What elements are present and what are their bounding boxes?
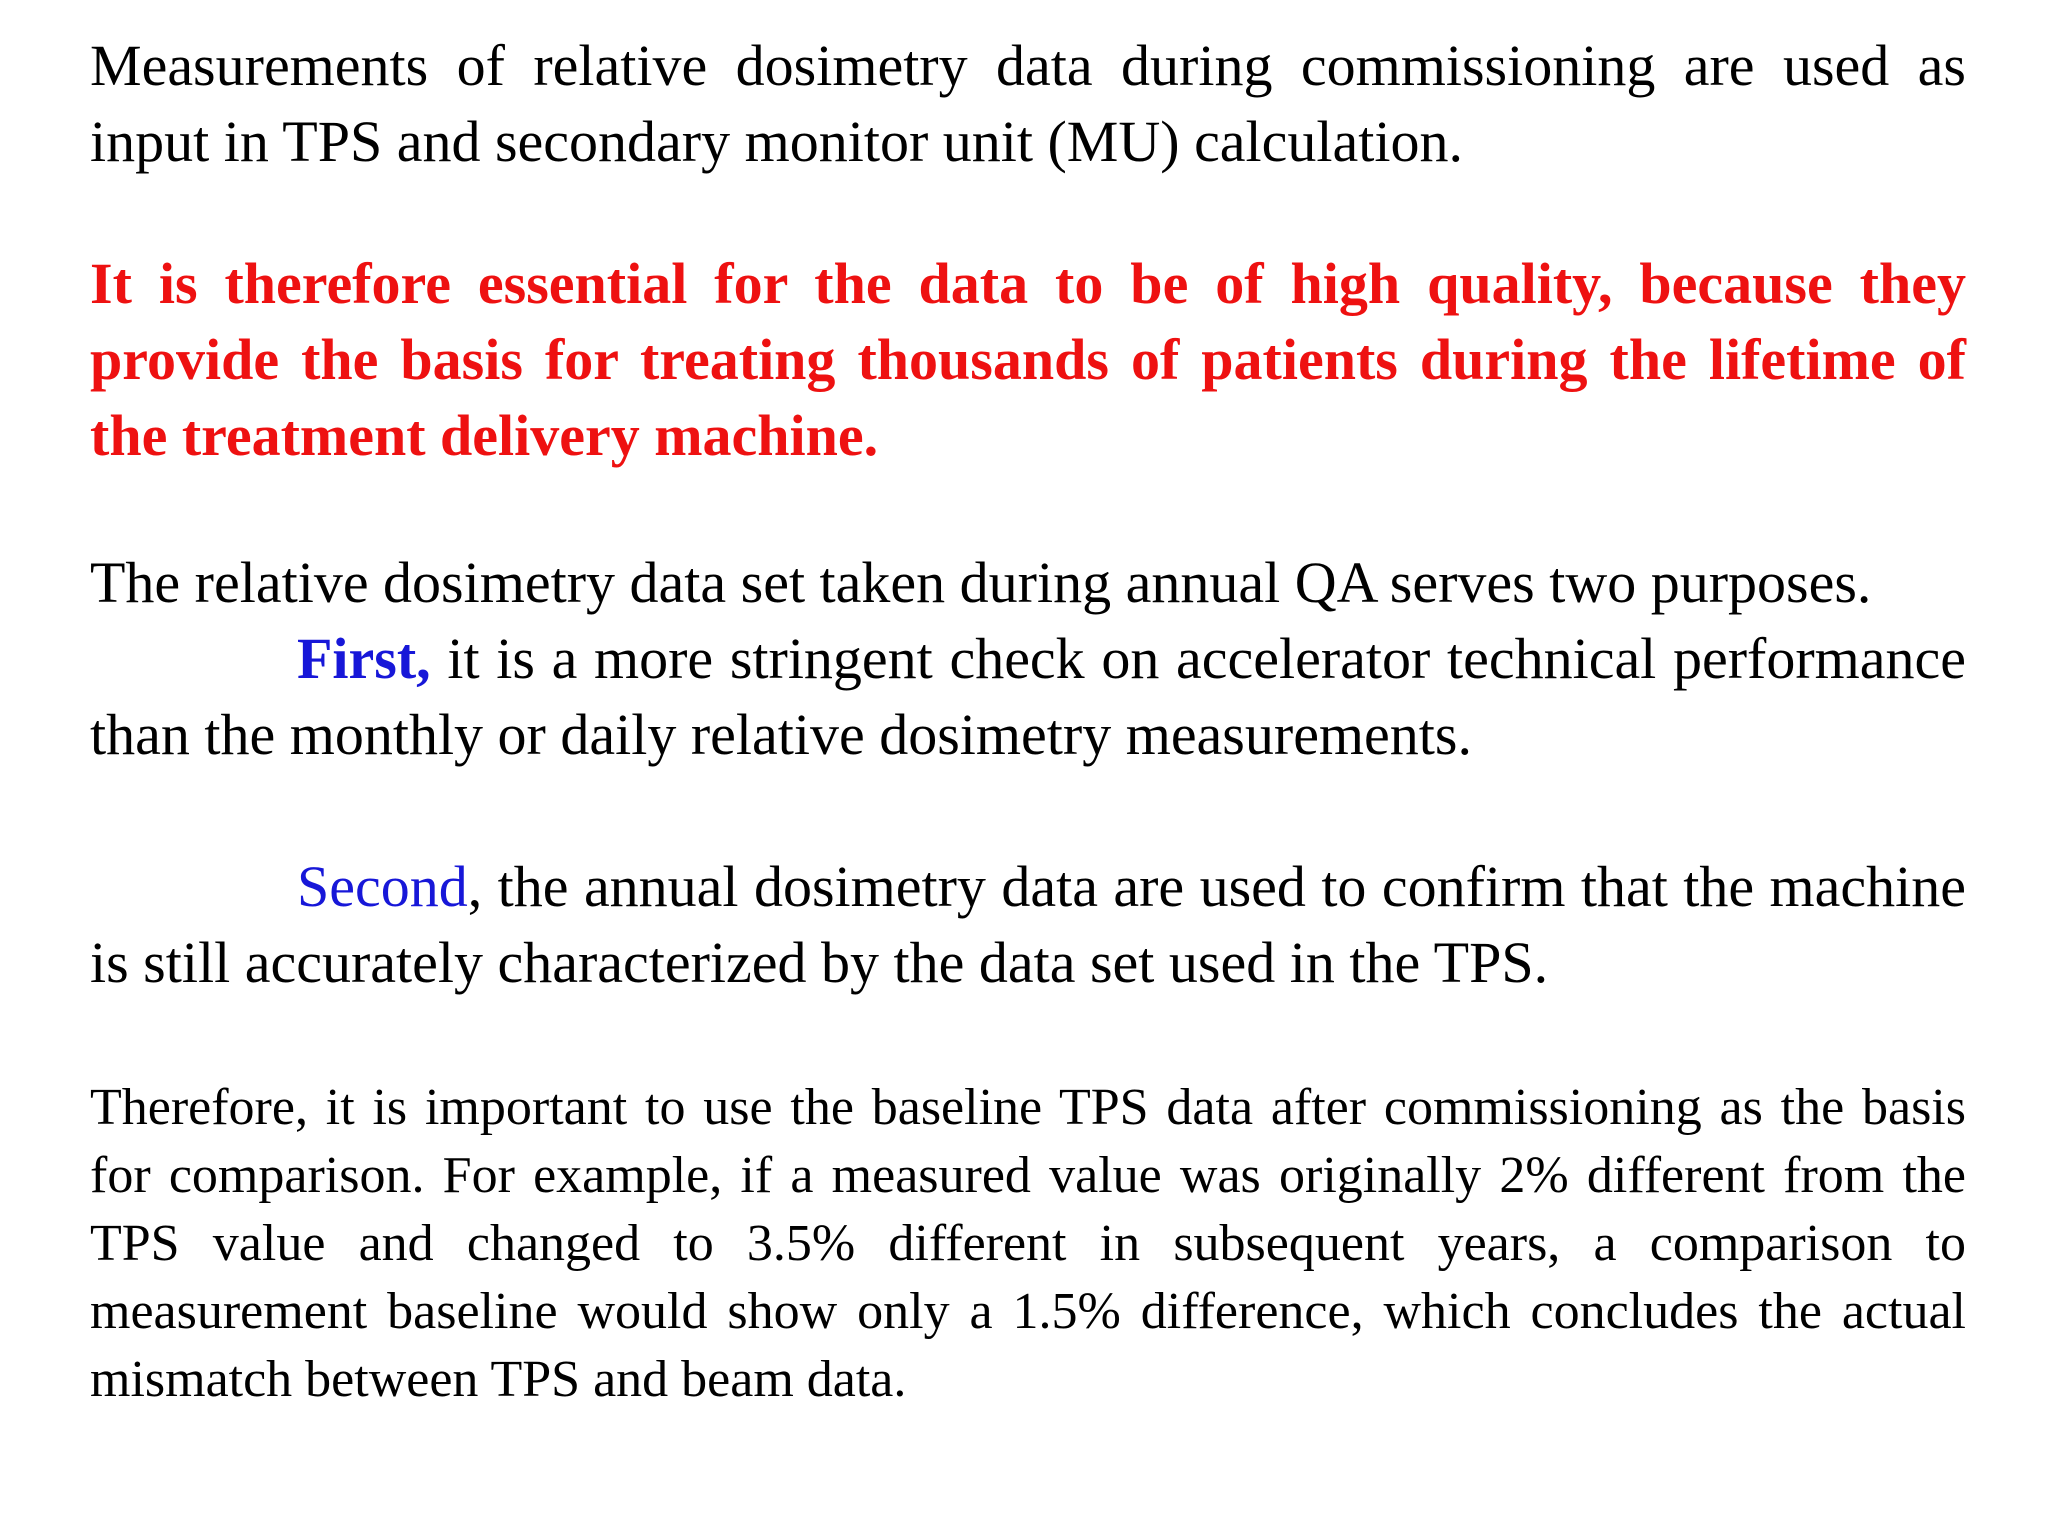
first-purpose-paragraph	[90, 621, 1966, 773]
second-purpose-paragraph	[90, 849, 1966, 1001]
second-lead: Second	[297, 854, 468, 919]
conclusion-paragraph: Therefore, it is important to use the baseline TPS data after commissioning as the basis for comparison. For example, if a measured value was originally 2% different from the TPS value and changed to 3.5% different in subsequent years, a comparison to measurement baseline would show only a 1.5% difference, which concludes the actual mismatch between TPS and beam data.	[90, 1079, 1966, 1408]
intro-paragraph: Measurements of relative dosimetry data during commissioning are used as input in TPS and secondary monitor unit (MU) calculation.	[90, 33, 1966, 174]
emphasis-paragraph: It is therefore essential for the data to be of high quality, because they provide the basis for treating thousands of patients during the lifetime of the treatment delivery machine.	[90, 251, 1966, 468]
purposes-paragraph: The relative dosimetry data set taken during annual QA serves two purposes.	[90, 550, 1872, 615]
first-lead: First,	[297, 626, 431, 691]
second-body: , the annual dosimetry data are used to confirm that the machine is still accurately characterized by the data set used in the TPS.	[90, 854, 1966, 995]
document-page	[90, 28, 1966, 1414]
first-body: it is a more stringent check on accelerator technical performance than the monthly or daily relative dosimetry measurements.	[90, 626, 1966, 767]
